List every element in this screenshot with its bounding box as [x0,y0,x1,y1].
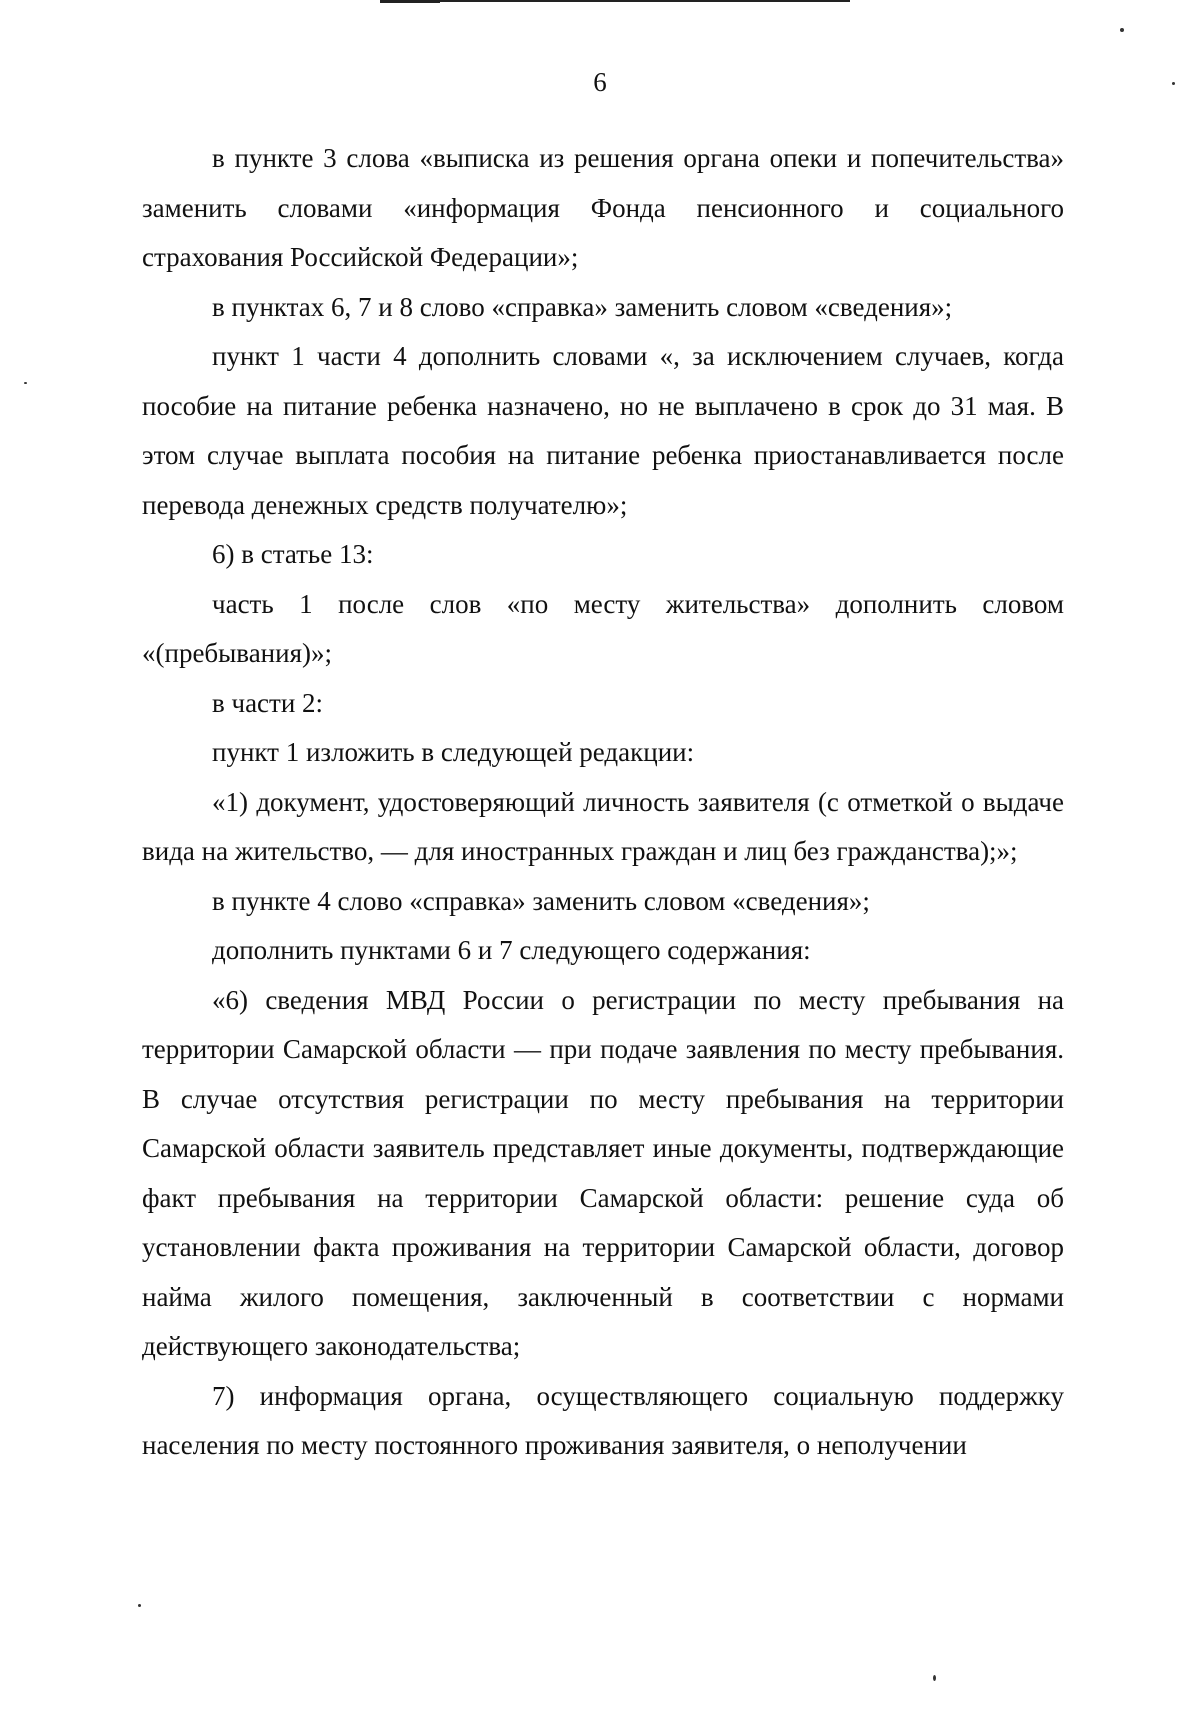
page-number: 6 [593,67,607,97]
paragraph: 7) информация органа, осуществляющего социальную поддержку населения по месту постоянного проживания заявителя, о неполучении [142,1380,1064,1460]
scan-speck [1120,28,1124,32]
paragraph: «1) документ, удостоверяющий личность заявителя (с отметкой о выдаче вида на жительство, — для иностранных граждан и лиц без гражданства);»; [142,786,1064,866]
paragraph: часть 1 после слов «по месту жительства» дополнить словом «(пребывания)»; [142,588,1064,668]
scan-edge-line [380,0,850,2]
paragraph: в пункте 4 слово «справка» заменить словом «сведения»; [212,885,870,916]
scan-speck [138,1604,141,1607]
scan-speck [933,1675,936,1681]
paragraph: в пунктах 6, 7 и 8 слово «справка» заменить словом «сведения»; [212,291,953,322]
paragraph: пункт 1 изложить в следующей редакции: [212,737,695,767]
paragraph: 6) в статье 13: [212,539,374,569]
paragraph: пункт 1 части 4 дополнить словами «, за исключением случаев, когда пособие на питание ребенка назначено, но не выплачено в срок до 31 мая. В этом случае выплата пособия на питание ребенка приостанавливается после перевода денежных средств получателю»; [142,341,1064,520]
paragraph: «6) сведения МВД России о регистрации по месту пребывания на территории Самарской области — при подаче заявления по месту пребывания. В случае отсутствия регистрации по месту пребывания на территории Самарской области заявитель представляет иные документы, подтверждающие факт пребывания на территории Самарской области: решение суда об установлении факта проживания на территории Самарской области, договор найма жилого помещения, заключенный в соответствии с нормами действующего законодательства; [142,984,1064,1361]
scan-speck [24,382,27,384]
paragraph: в части 2: [212,687,324,718]
document-body [142,134,1064,1471]
scan-edge-line [380,0,440,3]
paragraph: дополнить пунктами 6 и 7 следующего содержания: [212,935,811,965]
paragraph: в пункте 3 слова «выписка из решения органа опеки и попечительства» заменить словами «информация Фонда пенсионного и социального страхования Российской Федерации»; [142,143,1064,272]
